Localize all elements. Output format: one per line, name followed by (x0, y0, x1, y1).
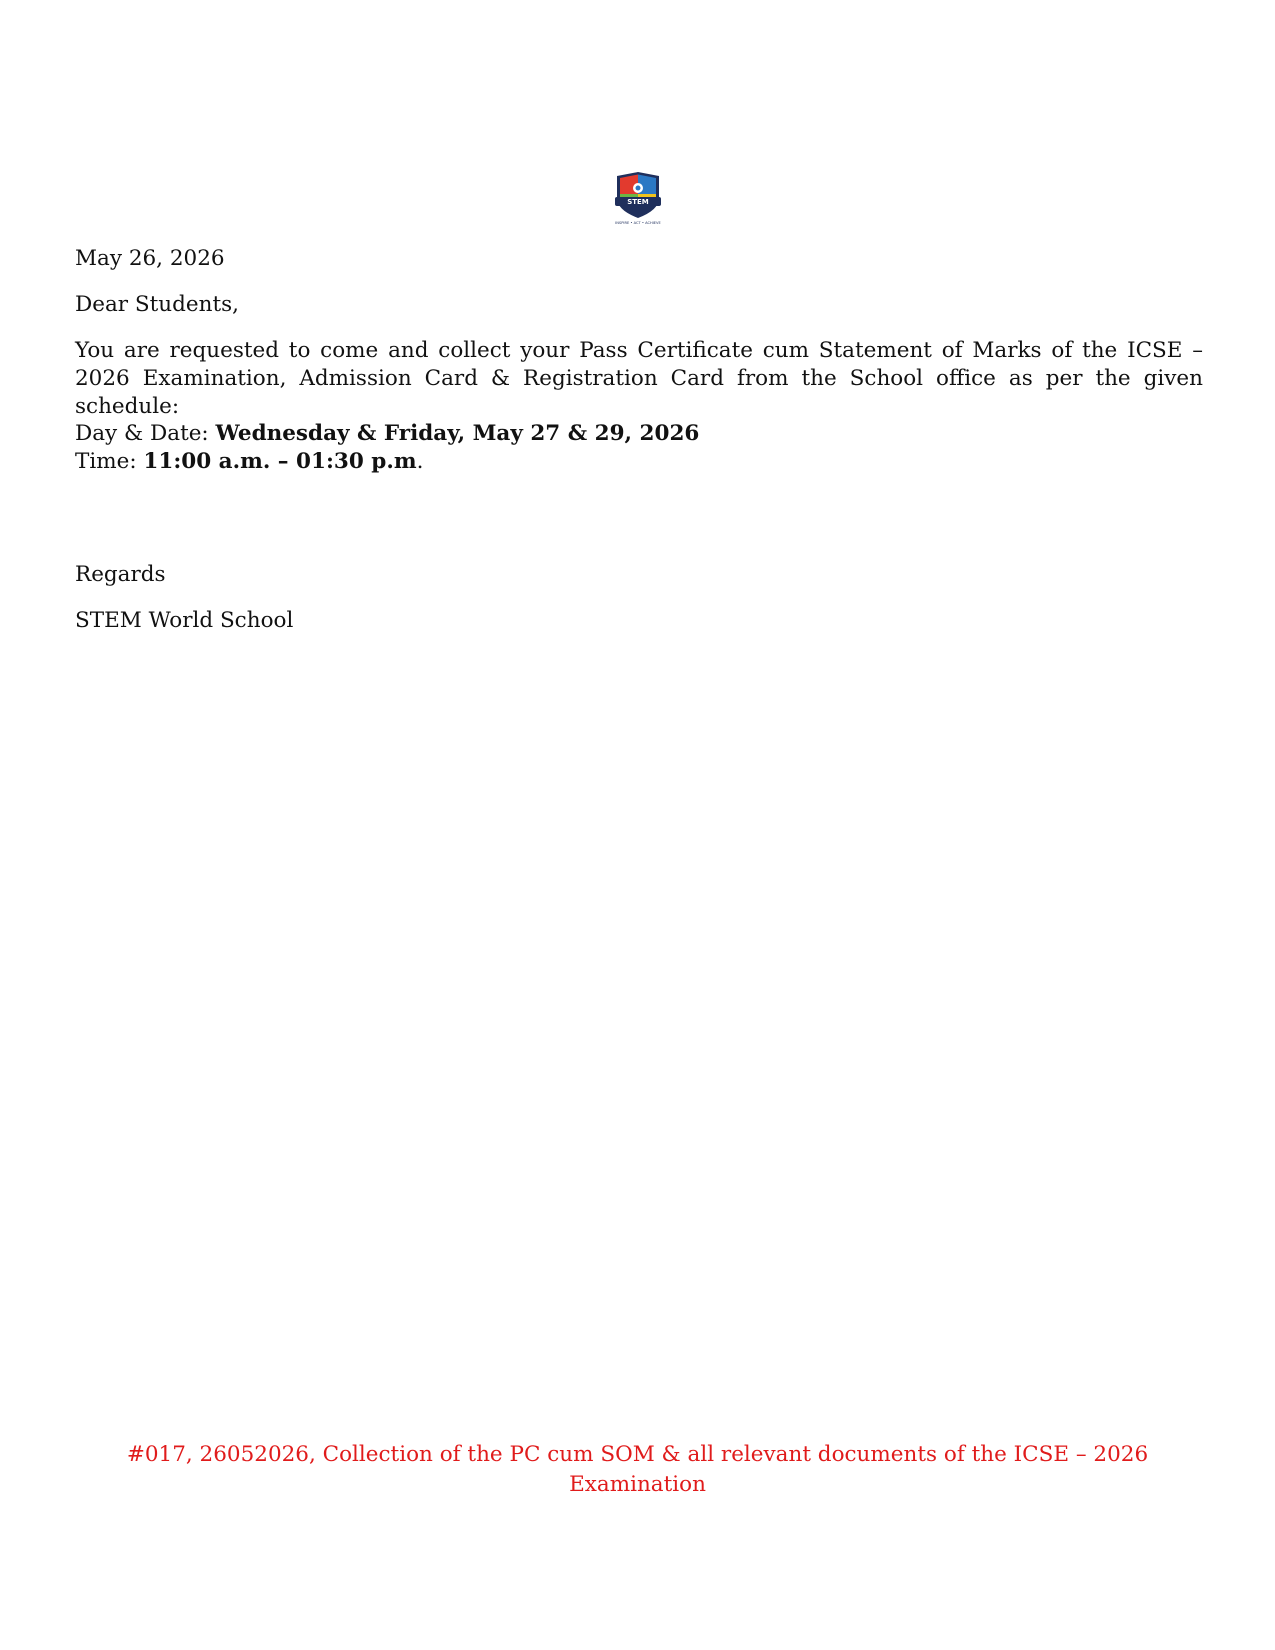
time-suffix: . (416, 449, 424, 474)
logo-tagline: INSPIRE • ACT • ACHIEVE (615, 221, 661, 225)
shield-logo-icon (611, 170, 665, 226)
body-paragraph: You are requested to come and collect your Pass Certificate cum Statement of Marks of the ICSE – 2026 Examination, Admission Card & Registration Card from the School office as per the given schedule: (75, 338, 1203, 419)
time-label: Time: (75, 449, 144, 474)
footer-reference: #017, 26052026, Collection of the PC cum SOM & all relevant documents of the ICSE – 2026 Examination (126, 1442, 1149, 1497)
day-date-value: Wednesday & Friday, May 27 & 29, 2026 (215, 421, 700, 446)
closing-regards: Regards (75, 562, 166, 587)
school-logo (611, 170, 665, 226)
day-date-label: Day & Date: (75, 421, 216, 446)
letter-date: May 26, 2026 (75, 246, 225, 271)
signature-school-name: STEM World School (75, 608, 294, 633)
time-value: 11:00 a.m. – 01:30 p.m (143, 449, 417, 474)
schedule-day-date (75, 420, 1205, 448)
schedule-time (75, 448, 1205, 476)
logo-text: STEM (627, 198, 649, 206)
salutation: Dear Students, (75, 292, 239, 317)
